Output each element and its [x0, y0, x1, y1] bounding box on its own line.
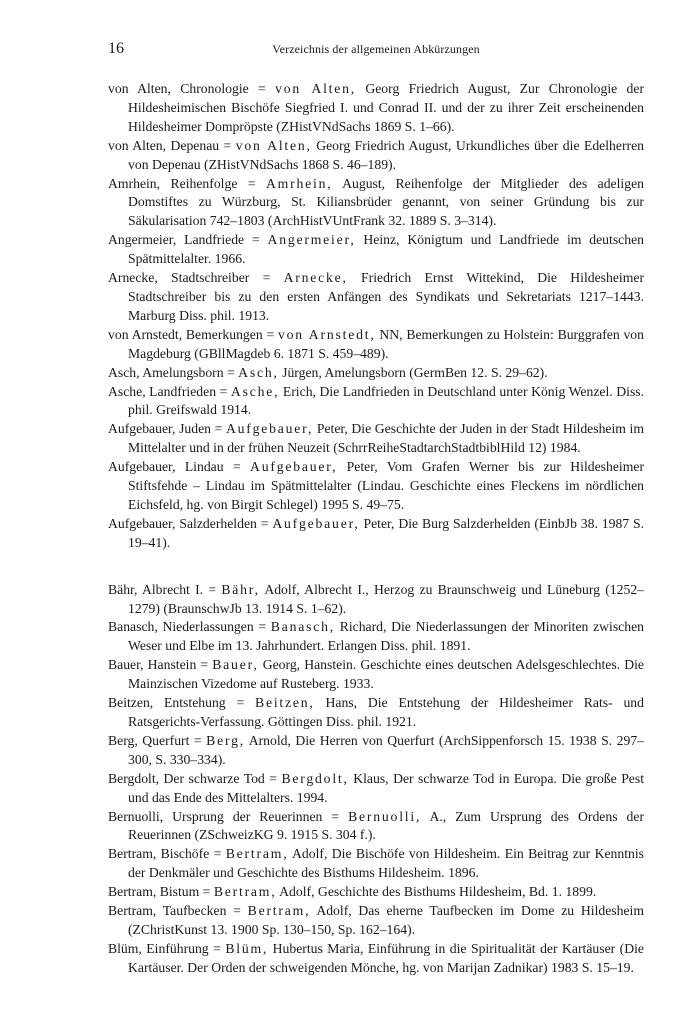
entry-short-title: Amrhein, Reihenfolge =: [108, 175, 256, 191]
entry-author: Aufgebauer,: [250, 459, 338, 475]
entry-short-title: Banasch, Niederlassungen =: [108, 619, 267, 635]
entry-citation: Peter, Die Burg Salzderhelden (EinbJb 38. 1987 S. 19–41).: [128, 515, 645, 550]
entry-citation: Georg, Hanstein. Geschichte eines deutschen Adelsgeschlechtes. Die Mainzischen Vizedome auf Rusteberg. 1933.: [128, 657, 644, 692]
entry-citation: Friedrich Ernst Wittekind, Die Hildesheimer Stadtschreiber bis zu den ersten Anfängen des Syndikats und Sekretariats 1217–1443. Marburg Diss. phil. 1913.: [128, 270, 644, 323]
entry-author: Bergdolt,: [281, 770, 349, 786]
entry-citation: Jürgen, Amelungsborn (GermBen 12. S. 29–62).: [282, 364, 548, 380]
bibliography-entry: [108, 80, 644, 137]
entry-author: von Arnstedt,: [278, 326, 376, 342]
bibliography-entry: [108, 770, 644, 808]
entry-citation: NN, Bemerkungen zu Holstein: Burggrafen von Magdeburg (GBllMagdeb 6. 1871 S. 459–489).: [128, 326, 644, 361]
entry-short-title: Aufgebauer, Juden =: [108, 421, 223, 437]
entry-short-title: Asche, Landfrieden =: [108, 383, 228, 399]
entry-citation: Richard, Die Niederlassungen der Minoriten zwischen Weser und Elbe im 13. Jahrhundert. Erlangen Diss. phil. 1891.: [128, 619, 644, 654]
entry-author: Angermeier,: [267, 232, 356, 248]
bibliography-entry: [108, 383, 644, 421]
entry-short-title: Arnecke, Stadtschreiber =: [108, 270, 271, 286]
entry-citation: A., Zum Ursprung des Ordens der Reuerinnen (ZSchweizKG 9. 1915 S. 304 f.).: [128, 808, 644, 843]
bibliography-entry: [108, 269, 644, 326]
bibliography-entry: [108, 175, 644, 232]
entry-citation: Peter, Vom Grafen Werner bis zur Hildesheimer Stiftsfehde – Lindau im Spätmittelalter (Lindau. Geschichte eines Fleckens im nördlichen Eichsfeld, hg. von Birgit Schlegel) 1995 S. 49–75.: [128, 459, 645, 512]
entry-author: Arnecke,: [283, 270, 348, 286]
bibliography-entry: [108, 420, 644, 458]
bibliography-entry: [108, 940, 644, 978]
page-number: 16: [108, 40, 124, 57]
entry-citation: Arnold, Die Herren von Querfurt (ArchSippenforsch 15. 1938 S. 297–300, S. 330–334).: [128, 732, 645, 767]
entry-short-title: von Alten, Chronologie =: [108, 81, 266, 96]
entry-short-title: Bauer, Hanstein =: [108, 657, 209, 673]
page-header: [108, 40, 644, 62]
bibliography-list: [108, 80, 644, 978]
bibliography-entry: [108, 137, 644, 175]
entry-author: Bauer,: [212, 657, 259, 673]
entry-author: Bertram,: [247, 903, 311, 919]
entry-author: Berg,: [206, 732, 245, 748]
entry-short-title: Bähr, Albrecht I. =: [108, 581, 217, 597]
entry-citation: Erich, Die Landfrieden in Deutschland unter König Wenzel. Diss. phil. Greifswald 1914.: [128, 383, 645, 418]
entry-short-title: Bernuolli, Ursprung der Reuerinnen =: [108, 808, 340, 824]
entry-author: Bähr,: [221, 581, 260, 597]
entry-short-title: Asch, Amelungsborn =: [108, 364, 235, 380]
bibliography-entry: [108, 883, 644, 902]
entry-citation: Klaus, Der schwarze Tod in Europa. Die große Pest und das Ende des Mittelalters. 1994.: [128, 770, 645, 805]
entry-author: Bernuolli,: [348, 808, 422, 824]
bibliography-entry: [108, 845, 644, 883]
entry-short-title: Angermeier, Landfriede =: [108, 232, 260, 248]
entry-short-title: Bertram, Bischöfe =: [108, 846, 222, 862]
entry-author: Bertram,: [213, 884, 277, 900]
entry-author: Asch,: [238, 364, 279, 380]
entry-short-title: von Alten, Depenau =: [108, 137, 232, 153]
entry-short-title: Bertram, Taufbecken =: [108, 903, 241, 919]
entry-short-title: Bertram, Bistum =: [108, 884, 211, 900]
entry-citation: Adolf, Geschichte des Bisthums Hildesheim, Bd. 1. 1899.: [279, 884, 597, 900]
entry-short-title: Beitzen, Entstehung =: [108, 695, 245, 711]
entry-citation: Georg Friedrich August, Urkundliches über die Edelherren von Depenau (ZHistVNdSachs 1868 S. 46–189).: [128, 137, 644, 172]
bibliography-entry: [108, 364, 644, 383]
entry-author: Bertram,: [225, 846, 289, 862]
entry-short-title: Aufgebauer, Salzderhelden =: [108, 515, 269, 531]
entry-author: Banasch,: [270, 619, 335, 635]
entry-short-title: von Arnstedt, Bemerkungen =: [108, 326, 275, 342]
entry-author: Blüm,: [225, 940, 269, 956]
entry-author: Amrhein,: [265, 175, 333, 191]
bibliography-entry: [108, 808, 644, 846]
running-head: Verzeichnis der allgemeinen Abkürzungen: [272, 42, 480, 56]
bibliography-section-b: [108, 581, 644, 978]
entry-citation: Hans, Die Entstehung der Hildesheimer Rats- und Ratsgerichts-Verfassung. Göttingen Diss. phil. 1921.: [128, 695, 644, 729]
bibliography-section-a: [108, 80, 644, 553]
bibliography-entry: [108, 326, 644, 364]
entry-short-title: Blüm, Einführung =: [108, 940, 221, 956]
entry-author: von Alten,: [275, 81, 357, 96]
section-gap: [108, 553, 644, 581]
bibliography-entry: [108, 231, 644, 269]
entry-author: von Alten,: [235, 137, 312, 153]
entry-citation: Georg Friedrich August, Zur Chronologie der Hildesheimischen Bischöfe Siegfried I. und Conrad II. und der zu ihrer Zeit erscheinenden Hildesheimer Dompröpste (ZHistVNdSachs 1869 S. 1–66).: [128, 81, 644, 134]
bibliography-entry: [108, 618, 644, 656]
bibliography-entry: [108, 694, 644, 732]
entry-author: Aufgebauer,: [225, 421, 314, 437]
entry-citation: Hubertus Maria, Einführung in die Spiritualität der Kartäuser (Die Kartäuser. Der Orden der schweigenden Mönche, hg. von Marijan Zadnikar) 1983 S. 15–19.: [128, 940, 644, 975]
entry-citation: Adolf, Das eherne Taufbecken im Dome zu Hildesheim (ZChristKunst 13. 1900 Sp. 130–150, Sp. 162–164).: [128, 903, 644, 937]
bibliography-entry: [108, 515, 644, 553]
entry-citation: Adolf, Die Bischöfe von Hildesheim. Ein Beitrag zur Kenntnis der Denkmäler und Geschichte des Bisthums Hildesheim. 1896.: [128, 846, 644, 881]
bibliography-entry: [108, 902, 644, 940]
bibliography-entry: [108, 656, 644, 694]
entry-author: Beitzen,: [255, 695, 315, 711]
entry-citation: Peter, Die Geschichte der Juden in der Stadt Hildesheim im Mittelalter und in der frühen Neuzeit (SchrrReiheStadtarchStadtbiblHild 12) 1984.: [128, 421, 645, 456]
entry-citation: Heinz, Königtum und Landfriede im deutschen Spätmittelalter. 1966.: [128, 232, 644, 267]
entry-citation: Adolf, Albrecht I., Herzog zu Braunschweig und Lüneburg (1252–1279) (BraunschwJb 13. 1914 S. 1–62).: [128, 581, 645, 616]
entry-author: Asche,: [230, 383, 280, 399]
entry-citation: August, Reihenfolge der Mitglieder des adeligen Domstiftes zu Würzburg, St. Kiliansbrüder genannt, von seiner Gründung bis zur Säkularisation 742–1803 (ArchHistVUntFrank 32. 1889 S. 3–314).: [128, 175, 644, 229]
bibliography-entry: [108, 581, 644, 619]
bibliography-entry: [108, 458, 644, 515]
entry-short-title: Aufgebauer, Lindau =: [108, 459, 241, 475]
entry-short-title: Bergdolt, Der schwarze Tod =: [108, 770, 277, 786]
entry-author: Aufgebauer,: [272, 515, 360, 531]
bibliography-entry: [108, 732, 644, 770]
entry-short-title: Berg, Querfurt =: [108, 732, 202, 748]
